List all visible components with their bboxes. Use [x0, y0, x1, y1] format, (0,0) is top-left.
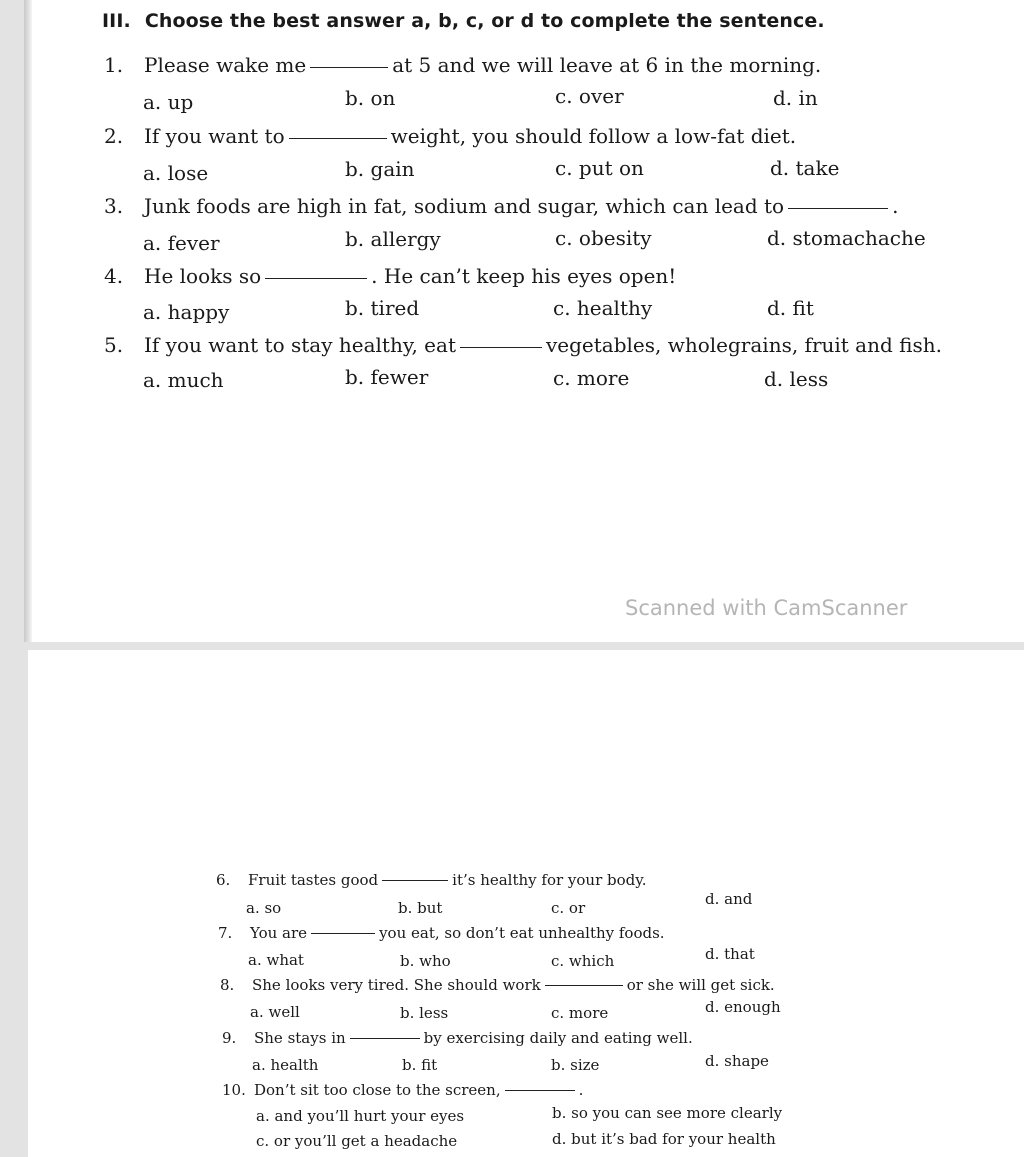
question-number: 8. — [220, 976, 235, 994]
option-c[interactable]: c. obesity — [555, 226, 652, 250]
section-number: III. — [102, 10, 131, 32]
answer-blank[interactable] — [460, 347, 542, 348]
option-b[interactable]: b. but — [398, 899, 443, 917]
question-text: Fruit tastes good it’s healthy for your body. — [248, 871, 647, 889]
option-d[interactable]: d. stomachache — [767, 226, 926, 250]
option-a[interactable]: a. much — [143, 368, 224, 392]
question-number: 2. — [104, 124, 124, 148]
question-number: 6. — [216, 871, 231, 889]
option-d[interactable]: d. less — [764, 367, 829, 391]
option-d[interactable]: d. but it’s bad for your health — [552, 1130, 776, 1148]
answer-blank[interactable] — [505, 1090, 575, 1091]
option-d[interactable]: d. in — [773, 86, 818, 110]
option-d[interactable]: d. and — [705, 890, 753, 908]
question-text: If you want to stay healthy, eat vegetables, wholegrains, fruit and fish. — [144, 333, 942, 357]
option-a[interactable]: a. so — [246, 899, 282, 917]
option-a[interactable]: a. what — [248, 951, 304, 969]
answer-blank[interactable] — [788, 208, 888, 209]
scanner-watermark: Scanned with CamScanner — [625, 596, 908, 620]
option-a[interactable]: a. well — [250, 1003, 300, 1021]
option-b[interactable]: b. so you can see more clearly — [552, 1104, 783, 1122]
option-c[interactable]: c. put on — [555, 156, 644, 180]
option-a[interactable]: a. up — [143, 90, 194, 114]
answer-blank[interactable] — [545, 985, 623, 986]
option-b[interactable]: b. gain — [345, 157, 415, 181]
answer-blank[interactable] — [382, 880, 448, 881]
question-text: You are you eat, so don’t eat unhealthy foods. — [250, 924, 665, 942]
question-text: She stays in by exercising daily and eating well. — [254, 1029, 693, 1047]
option-c[interactable]: c. or — [551, 899, 586, 917]
answer-blank[interactable] — [310, 67, 388, 68]
option-b[interactable]: b. who — [400, 952, 451, 970]
option-a[interactable]: a. fever — [143, 231, 220, 255]
option-b[interactable]: b. fewer — [345, 365, 429, 389]
question-number: 1. — [104, 53, 124, 77]
section-heading — [102, 10, 825, 32]
answer-blank[interactable] — [311, 933, 375, 934]
option-a[interactable]: a. and you’ll hurt your eyes — [256, 1107, 465, 1125]
question-text: Don’t sit too close to the screen, . — [254, 1081, 584, 1099]
option-c[interactable]: c. which — [551, 952, 615, 970]
option-b[interactable]: b. fit — [402, 1056, 438, 1074]
option-b[interactable]: b. tired — [345, 296, 420, 320]
question-text: Junk foods are high in fat, sodium and sugar, which can lead to . — [144, 194, 899, 218]
option-c[interactable]: b. size — [551, 1056, 600, 1074]
question-text: He looks so . He can’t keep his eyes open! — [144, 264, 677, 288]
option-d[interactable]: d. take — [770, 156, 840, 180]
question-text: She looks very tired. She should work or she will get sick. — [252, 976, 775, 994]
answer-blank[interactable] — [350, 1038, 420, 1039]
question-number: 4. — [104, 264, 124, 288]
question-text: If you want to weight, you should follow a low-fat diet. — [144, 124, 797, 148]
question-text: Please wake me at 5 and we will leave at 6 in the morning. — [144, 53, 822, 77]
option-c[interactable]: c. or you’ll get a headache — [256, 1132, 458, 1150]
option-d[interactable]: d. enough — [705, 998, 781, 1016]
answer-blank[interactable] — [265, 278, 367, 279]
page-edge-shadow — [24, 0, 32, 642]
option-b[interactable]: b. less — [400, 1004, 449, 1022]
option-a[interactable]: a. happy — [143, 300, 230, 324]
question-number: 10. — [222, 1081, 246, 1099]
option-d[interactable]: d. that — [705, 945, 755, 963]
question-number: 3. — [104, 194, 124, 218]
section-instruction: Choose the best answer a, b, c, or d to complete the sentence. — [144, 10, 825, 32]
option-c[interactable]: c. over — [555, 84, 624, 108]
option-b[interactable]: b. on — [345, 86, 396, 110]
option-c[interactable]: c. more — [551, 1004, 609, 1022]
option-a[interactable]: a. lose — [143, 161, 209, 185]
question-number: 7. — [218, 924, 233, 942]
option-b[interactable]: b. allergy — [345, 227, 441, 251]
option-c[interactable]: c. more — [553, 366, 630, 390]
question-number: 5. — [104, 333, 124, 357]
option-a[interactable]: a. health — [252, 1056, 319, 1074]
answer-blank[interactable] — [289, 138, 387, 139]
question-number: 9. — [222, 1029, 237, 1047]
option-c[interactable]: c. healthy — [553, 296, 653, 320]
option-d[interactable]: d. fit — [767, 296, 814, 320]
option-d[interactable]: d. shape — [705, 1052, 769, 1070]
